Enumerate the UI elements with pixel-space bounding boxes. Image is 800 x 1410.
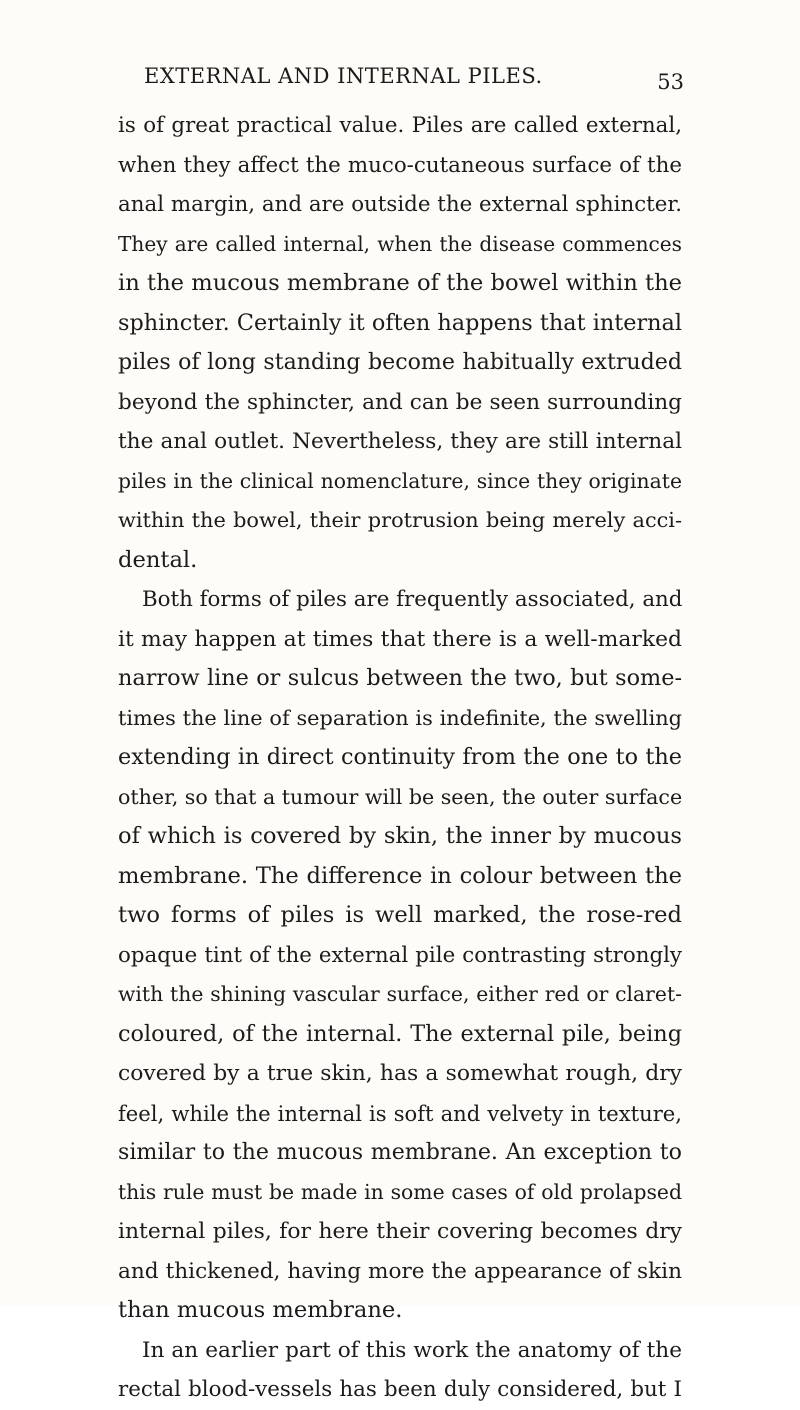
paragraph-end-line: than mucous membrane. xyxy=(118,1297,403,1323)
text-line: covered by a true skin, has a somewhat rough, dry xyxy=(118,1061,682,1086)
text-line: They are called internal, when the disease commences xyxy=(118,231,682,256)
paragraph-end-line: dental. xyxy=(118,546,198,573)
page-number: 53 xyxy=(657,70,684,94)
text-line: similar to the mucous membrane. An exception to xyxy=(118,1139,682,1165)
body-text xyxy=(118,106,682,1410)
text-line: is of great practical value. Piles are called external, xyxy=(118,113,682,138)
text-line: rectal blood-vessels has been duly considered, but I xyxy=(118,1377,682,1402)
text-line: piles of long standing become habitually extruded xyxy=(118,349,682,375)
text-line: narrow line or sulcus between the two, but some- xyxy=(118,665,682,691)
text-line: it may happen at times that there is a well-marked xyxy=(118,626,682,652)
text-line: extending in direct continuity from the one to the xyxy=(118,744,682,770)
text-line: two forms of piles is well marked, the rose-red xyxy=(118,902,682,928)
text-line: opaque tint of the external pile contrasting strongly xyxy=(118,942,682,968)
paragraph-start-line: In an earlier part of this work the anatomy of the xyxy=(142,1337,682,1363)
text-line: feel, while the internal is soft and velvety in texture, xyxy=(118,1100,682,1126)
running-title: EXTERNAL AND INTERNAL PILES. xyxy=(144,64,543,88)
text-line: other, so that a tumour will be seen, the outer surface xyxy=(118,784,682,809)
paragraph-start-line: Both forms of piles are frequently associated, and xyxy=(142,587,682,612)
text-line: piles in the clinical nomenclature, since they originate xyxy=(118,468,682,493)
text-line: the anal outlet. Nevertheless, they are still internal xyxy=(118,429,682,454)
text-line: internal piles, for here their covering becomes dry xyxy=(118,1219,682,1244)
text-line: this rule must be made in some cases of old prolapsed xyxy=(118,1179,682,1204)
running-head xyxy=(118,64,684,104)
text-line: beyond the sphincter, and can be seen surrounding xyxy=(118,389,682,415)
text-line: membrane. The difference in colour between the xyxy=(118,862,682,889)
text-line: times the line of separation is indefinite, the swelling xyxy=(118,705,682,730)
text-line: coloured, of the internal. The external pile, being xyxy=(118,1020,682,1047)
text-line: sphincter. Certainly it often happens that internal xyxy=(118,309,682,336)
text-line: in the mucous membrane of the bowel within the xyxy=(118,270,682,296)
text-line: with the shining vascular surface, either red or claret- xyxy=(118,982,682,1006)
text-line: and thickened, having more the appearance of skin xyxy=(118,1258,682,1284)
text-line: anal margin, and are outside the external sphincter. xyxy=(118,192,682,217)
text-line: within the bowel, their protrusion being merely acci- xyxy=(118,508,682,532)
text-line: of which is covered by skin, the inner by mucous xyxy=(118,823,682,849)
text-line: when they affect the muco-cutaneous surface of the xyxy=(118,152,682,178)
